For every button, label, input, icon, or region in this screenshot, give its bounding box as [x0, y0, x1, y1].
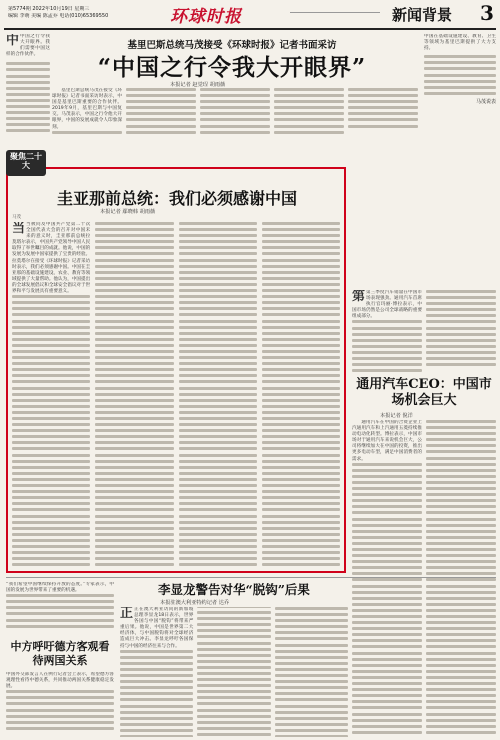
- story3-byline: 本报驻澳大利亚特约记者 达乔: [160, 600, 230, 606]
- germany-story-body: [6, 672, 114, 736]
- gm-lead-text: 第三季度汽车销量在中国市场表现强劲。通用汽车首席执行官玛丽·博拉表示，中国市场仍然是公司全球战略的重要组成部分。: [352, 290, 422, 320]
- story1-body: [52, 88, 418, 146]
- story1-headline[interactable]: “中国之行令我大开眼界”: [97, 54, 367, 81]
- story1-drop-cap: 中: [6, 34, 20, 48]
- gm-headline[interactable]: 通用汽车CEO：中国市场机会巨大: [352, 377, 496, 409]
- germany-body-text: 中国外交部发言人在例行记者会上表示，希望德方客观理性看待中德关系，共同推动两国关系健康稳定发展。: [6, 672, 114, 690]
- story3-drop-cap: 正: [120, 607, 134, 621]
- story2-paragraph: 当被问及中国共产党第二十次全国代表大会的召开对中国未来的意义时，圭亚那前总统拉莫塔尔表示，中国共产党领导中国人民取得了举世瞩目的成就。他说，中国的发展为发展中国家提供了宝贵的经验。拉莫塔尔在接受《环球时报》记者采访时表示，我们必须感谢中国。中国在圭亚那的基础设施建设、农业、教育等领域提供了大量帮助。他认为，中国提出的全球发展倡议和全球安全倡议对于世界和平与发展具有重要意义。: [12, 222, 91, 295]
- story3-body: [120, 607, 348, 737]
- issue-info: 第5774期 2022年10月19日 星期三: [8, 6, 90, 12]
- story2-photo-credit: 马茂: [12, 215, 21, 220]
- section-divider: [6, 577, 496, 578]
- story2-body: [12, 222, 340, 567]
- focus-badge-label: 聚焦二十大: [10, 152, 42, 170]
- story3-paragraph: 正在澳大利亚访问的新加坡总理李显龙18日表示，世界各国与中国“脱钩”将带来严重后果。他说，中国是世界第二大经济体，与中国脱钩将对全球经济造成巨大冲击。李显龙呼吁各国保持与中国的经济往来与合作。: [120, 607, 194, 649]
- story3-headline[interactable]: 李显龙警告对华“脱钩”后果: [158, 582, 310, 597]
- editor-info: 编辑 李萌 美编 陈孟乔 电话(010)65369550: [8, 13, 109, 19]
- story2-drop-cap: 当: [12, 222, 26, 236]
- gm-byline: 本报记者 倪洋: [380, 412, 490, 419]
- story1-left-filler: [6, 62, 50, 132]
- left-bottom-lead: [6, 582, 114, 638]
- germany-headline[interactable]: 中方呼吁德方客观看待两国关系: [10, 640, 110, 667]
- gm-drop-cap: 第: [352, 290, 366, 304]
- gm-body-text: 通用汽车在中国的合资企业上汽通用汽车和上汽通用五菱持续推动电动化转型。博拉表示，中国市场对于通用汽车来说机会巨大，公司将继续加大在中国的投资，推出更多电动车型，满足中国消费者的需求。: [352, 420, 422, 462]
- story1-byline: 本报记者 赵觉珵 胡雨薇: [170, 82, 226, 88]
- story1-right-column: [424, 34, 496, 146]
- story1-kicker: 基里巴斯总统马茂接受《环球时报》记者书面采访: [127, 40, 337, 51]
- left-bottom-lead-text: “我们希望中国继续保持开放的态度。”专家表示，中国的发展为世界带来了重要的机遇。: [6, 582, 114, 594]
- story2-headline[interactable]: 圭亚那前总统：我们必须感谢中国: [56, 189, 297, 208]
- page-number: 3: [480, 1, 494, 25]
- story1-right-sub: 马茂说表: [475, 99, 496, 105]
- story1-right-text: 中国在基础设施建设、教育、卫生等领域为基里巴斯提供了大力支持。: [424, 34, 496, 52]
- masthead-logo: 环球时报: [170, 7, 242, 24]
- masthead-divider: [290, 12, 380, 13]
- story1-left-text: 中国之行令我大开眼界。我们需要中国这样的合作伙伴。: [6, 34, 50, 58]
- story1-paragraph: 基里巴斯总统马茂在接受《环球时报》记者书面采访时表示，中国是基里巴斯重要的合作伙伴。2019年9月，基里巴斯与中国复交。马茂表示，中国之行令他大开眼界，中国的发展成就令人印象深刻。: [52, 88, 122, 130]
- story1-left-column: [6, 34, 50, 146]
- section-title: 新闻背景: [392, 6, 453, 24]
- story2-byline: 本报记者 鄢晓韩 胡雨薇: [100, 209, 156, 215]
- header-rule: [4, 28, 496, 30]
